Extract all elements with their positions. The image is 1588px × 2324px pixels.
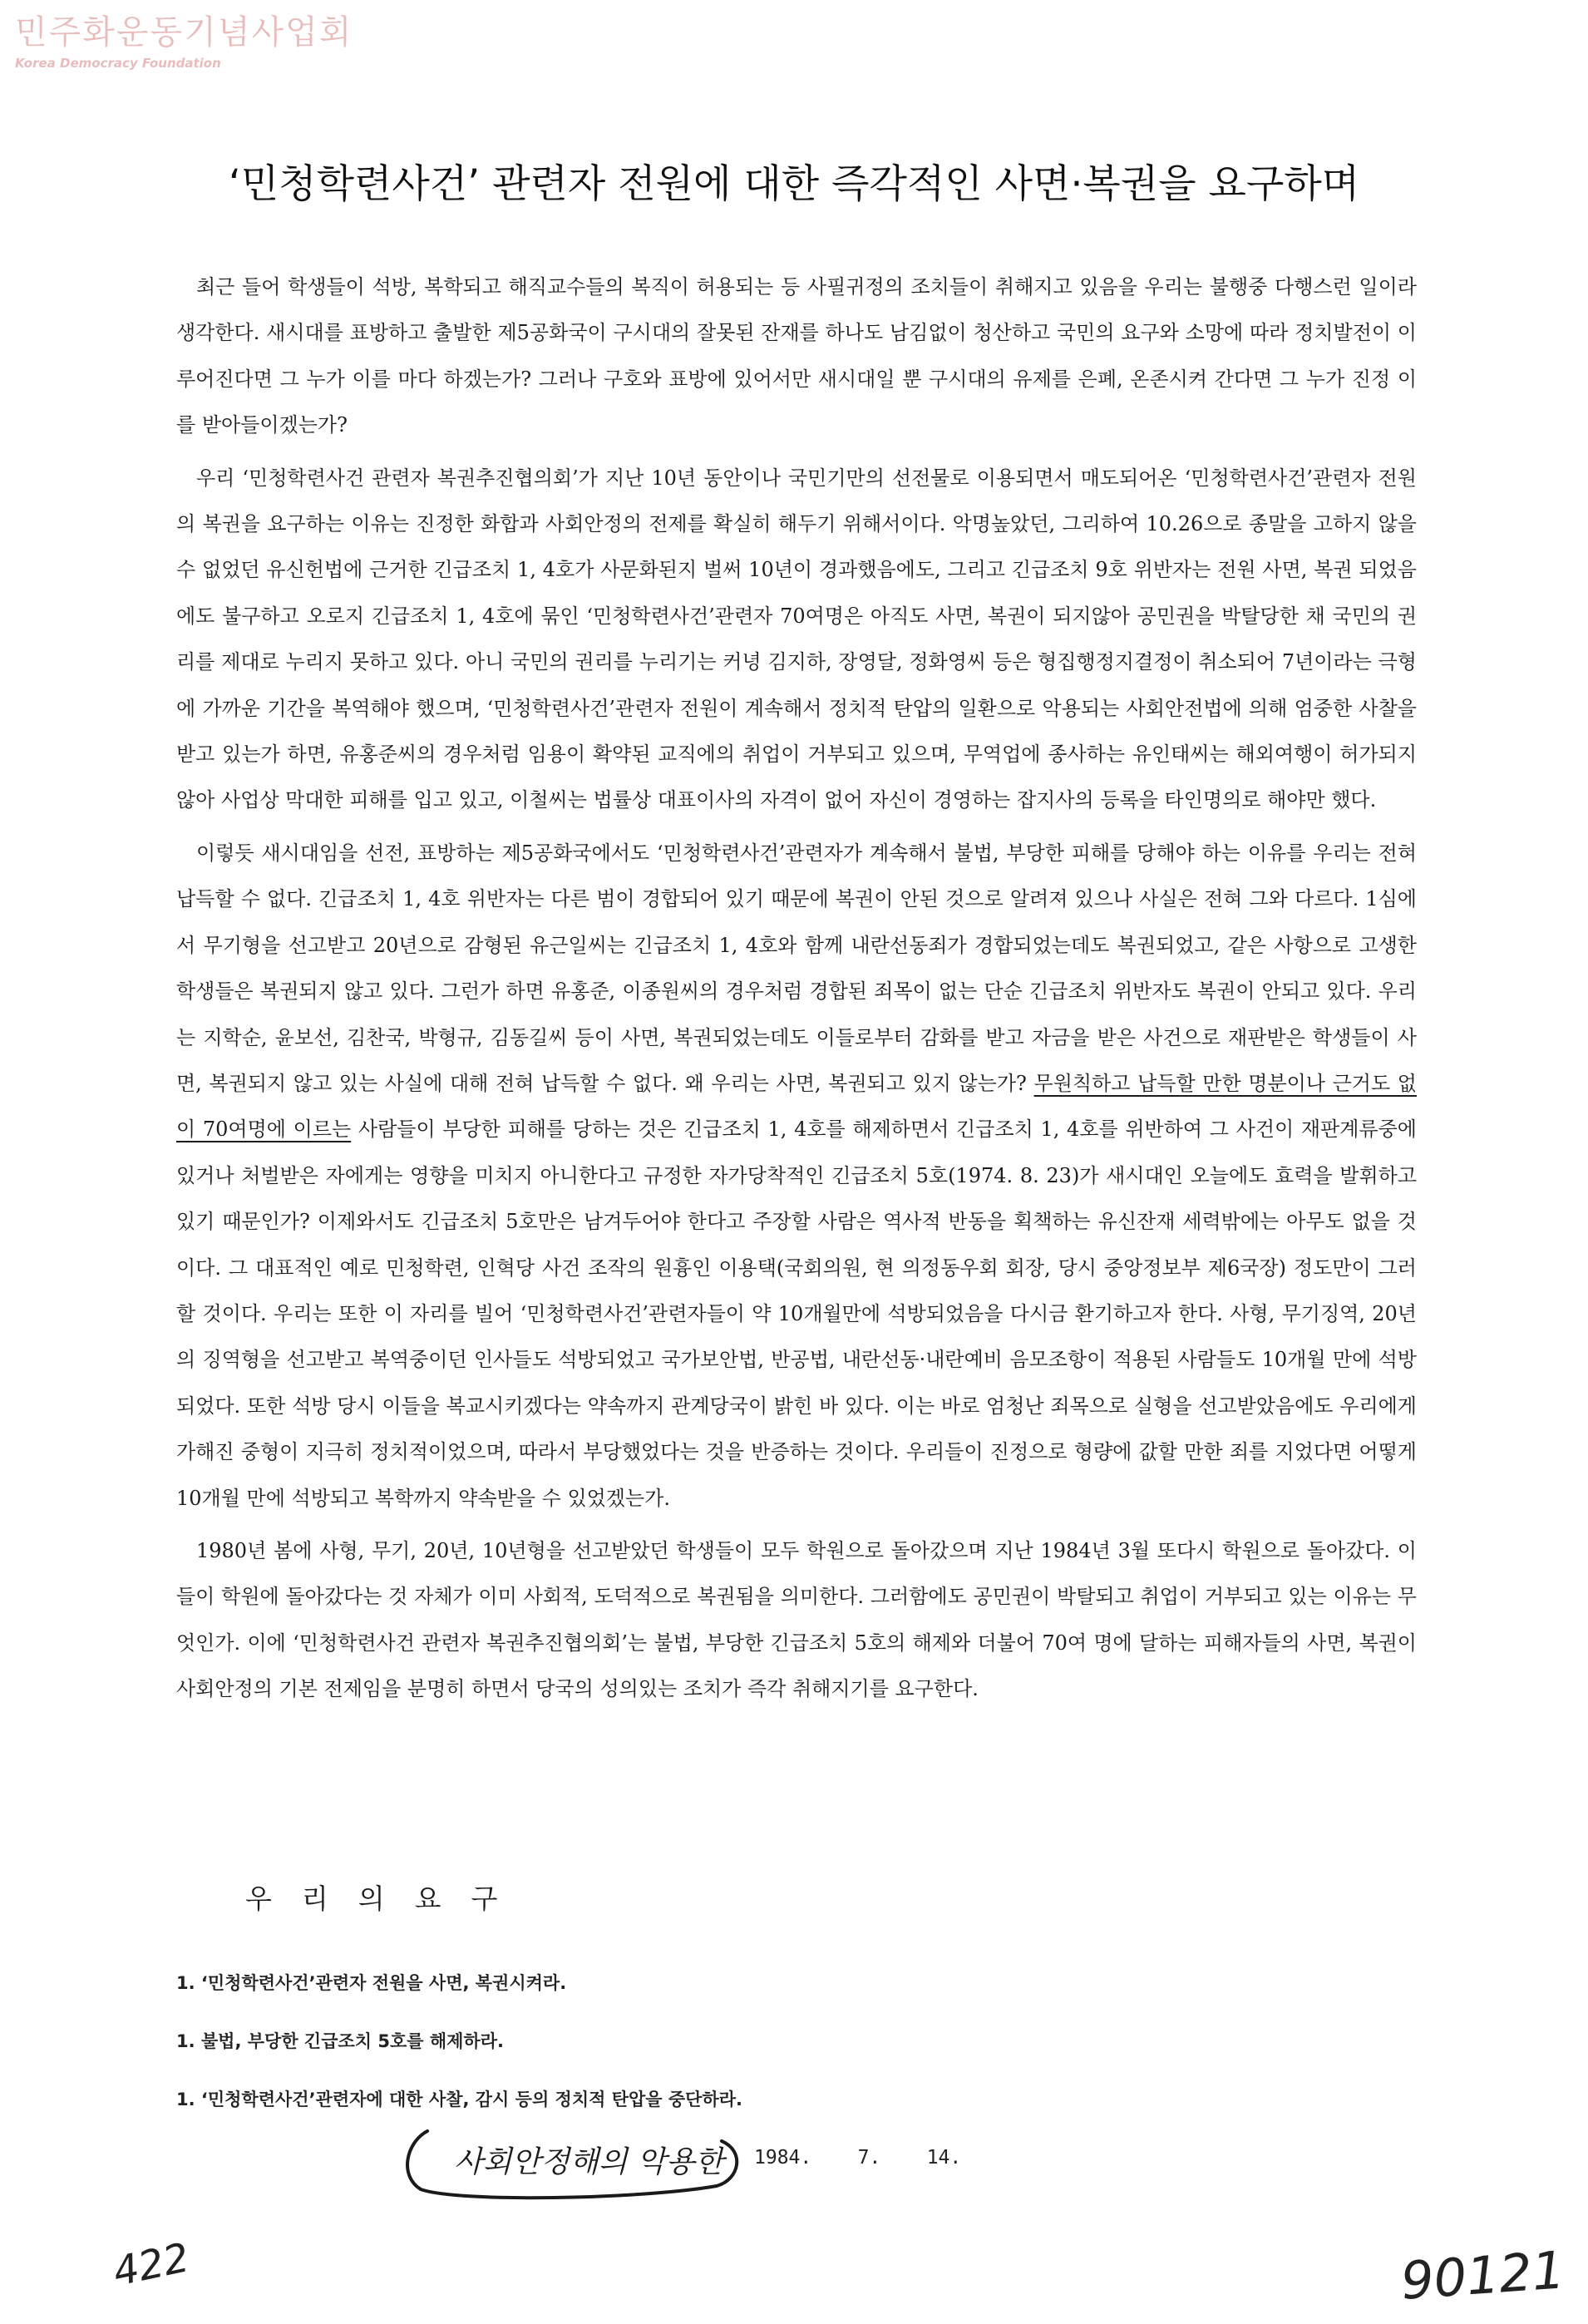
demands-heading: 우리의요구 [245,1882,528,1915]
handwritten-number-right: 90121 [1398,2239,1567,2312]
demands-list [176,1966,742,2141]
demand-item: 1. ‘민청학련사건’관련자에 대한 사찰, 감시 등의 정치적 탄압을 중단하라. [176,2090,742,2109]
body-text [176,264,1417,1720]
watermark [15,13,353,72]
signature-text: 사회안정해의 악용한 [454,2145,724,2179]
watermark-korean: 민주화운동기념사업회 [15,13,353,52]
paragraph-3 [176,831,1417,1522]
underlined-phrase: 무원칙하고 납득할 만한 명분이나 근거도 없이 70여명에 이르는 [176,1071,1417,1142]
paragraph-1: 최근 들어 학생들이 석방, 복학되고 해직교수들의 복직이 허용되는 등 사필귀정의 조치들이 취해지고 있음을 우리는 불행중 다행스런 일이라 생각한다. 새시대를 표방하고 출발한 제5공화국이 구시대의 잘못된 잔재를 하나도 남김없이 청산하고 국민의 요구와 소망에 따라 정치발전이 이루어진다면 그 누가 이를 마다 하겠는가? 그러나 구호와 표방에 있어서만 새시대일 뿐 구시대의 유제를 은폐, 온존시켜 간다면 그 누가 진정 이를 받아들이겠는가? [176,275,1417,437]
paragraph-4: 1980년 봄에 사형, 무기, 20년, 10년형을 선고받았던 학생들이 모두 학원으로 돌아갔으며 지난 1984년 3월 또다시 학원으로 돌아갔다. 이들이 학원에 돌아갔다는 것 자체가 이미 사회적, 도덕적으로 복권됨을 의미한다. 그러함에도 공민권이 박탈되고 취업이 거부되고 있는 이유는 무엇인가. 이에 ‘민청학련사건 관련자 복권추진협의회’는 불법, 부당한 긴급조치 5호의 해제와 더불어 70여 명에 달하는 피해자들의 사면, 복권이 사회안정의 기본 전제임을 분명히 하면서 당국의 성의있는 조치가 즉각 취해지기를 요구한다. [176,1538,1417,1701]
paragraph-3-continued: 사람들이 부당한 피해를 당하는 것은 긴급조치 1, 4호를 해제하면서 긴급조치 1, 4호를 위반하여 그 사건이 재판계류중에 있거나 처벌받은 자에게는 영향을 미치지 아니한다고 규정한 자가당착적인 긴급조치 5호(1974. 8. 23)가 새시대인 오늘에도 효력을 발휘하고 있기 때문인가? 이제와서도 긴급조치 5호만은 남겨두어야 한다고 주장할 사람은 역사적 반동을 획책하는 유신잔재 세력밖에는 아무도 없을 것이다. 그 대표적인 예로 민청학련, 인혁당 사건 조작의 원흉인 이용택(국회의원, 현 의정동우회 회장, 당시 중앙정보부 제6국장) 정도만이 그러할 것이다. 우리는 또한 이 자리를 빌어 ‘민청학련사건’관련자들이 약 10개월만에 석방되었음을 다시금 환기하고자 한다. 사형, 무기징역, 20년의 징역형을 선고받고 복역중이던 인사들도 석방되었고 국가보안법, 반공법, 내란선동·내란예비 음모조항이 적용된 사람들도 10개월 만에 석방되었다. 또한 석방 당시 이들을 복교시키겠다는 약속까지 관계당국이 밝힌 바 있다. 이는 바로 엄청난 죄목으로 실형을 선고받았음에도 우리에게 가해진 중형이 지극히 정치적이었으며, 따라서 부당했었다는 것을 반증하는 것이다. 우리들이 진정으로 형량에 값할 만한 죄를 지었다면 어떻게 10개월 만에 석방되고 복학까지 약속받을 수 있었겠는가. [176,1118,1417,1510]
demand-item: 1. ‘민청학련사건’관련자 전원을 사면, 복권시켜라. [176,1973,567,1993]
date: 1984. 7. 14. [754,2147,962,2169]
document-title: ‘민청학련사건’ 관련자 전원에 대한 즉각적인 사면·복권을 요구하며 [228,161,1360,207]
handwritten-number-left: 422 [109,2234,194,2296]
paragraph-3-text: 이렇듯 새시대임을 선전, 표방하는 제5공화국에서도 ‘민청학련사건’관련자가 계속해서 불법, 부당한 피해를 당해야 하는 이유를 우리는 전혀 납득할 수 없다. 긴급조치 1, 4호 위반자는 다른 범이 경합되어 있기 때문에 복권이 안된 것으로 알려져 있으나 사실은 전혀 그와 다르다. 1심에서 무기형을 선고받고 20년으로 감형된 유근일씨는 긴급조치 1, 4호와 함께 내란선동죄가 경합되었는데도 복권되었고, 같은 사항으로 고생한 학생들은 복권되지 않고 있다. 그런가 하면 유홍준, 이종원씨의 경우처럼 경합된 죄목이 없는 단순 긴급조치 위반자도 복권이 안되고 있다. 우리는 지학순, 윤보선, 김찬국, 박형규, 김동길씨 등이 사면, 복권되었는데도 이들로부터 감화를 받고 자금을 받은 사건으로 재판받은 학생들이 사면, 복권되지 않고 있는 사실에 대해 전혀 납득할 수 없다. 왜 우리는 사면, 복권되고 있지 않는가? [176,841,1417,1095]
handwritten-signature [391,2116,748,2208]
watermark-english: Korea Democracy Foundation [15,56,221,71]
paragraph-2: 우리 ‘민청학련사건 관련자 복권추진협의회’가 지난 10년 동안이나 국민기만의 선전물로 이용되면서 매도되어온 ‘민청학련사건’관련자 전원의 복권을 요구하는 이유는 진정한 화합과 사회안정의 전제를 확실히 해두기 위해서이다. 악명높았던, 그리하여 10.26으로 종말을 고하지 않을 수 없었던 유신헌법에 근거한 긴급조치 1, 4호가 사문화된지 벌써 10년이 경과했음에도, 그리고 긴급조치 9호 위반자는 전원 사면, 복권 되었음에도 불구하고 오로지 긴급조치 1, 4호에 묶인 ‘민청학련사건’관련자 70여명은 아직도 사면, 복권이 되지않아 공민권을 박탈당한 채 국민의 권리를 제대로 누리지 못하고 있다. 아니 국민의 권리를 누리기는 커녕 김지하, 장영달, 정화영씨 등은 형집행정지결정이 취소되어 7년이라는 극형에 가까운 기간을 복역해야 했으며, ‘민청학련사건’관련자 전원이 계속해서 정치적 탄압의 일환으로 악용되는 사회안전법에 의해 엄중한 사찰을 받고 있는가 하면, 유홍준씨의 경우처럼 임용이 확약된 교직에의 취업이 거부되고 있으며, 무역업에 종사하는 유인태씨는 해외여행이 허가되지 않아 사업상 막대한 피해를 입고 있고, 이철씨는 법률상 대표이사의 자격이 없어 자신이 경영하는 잡지사의 등록을 타인명의로 해야만 했다. [176,466,1417,812]
demand-item: 1. 불법, 부당한 긴급조치 5호를 해제하라. [176,2031,505,2051]
